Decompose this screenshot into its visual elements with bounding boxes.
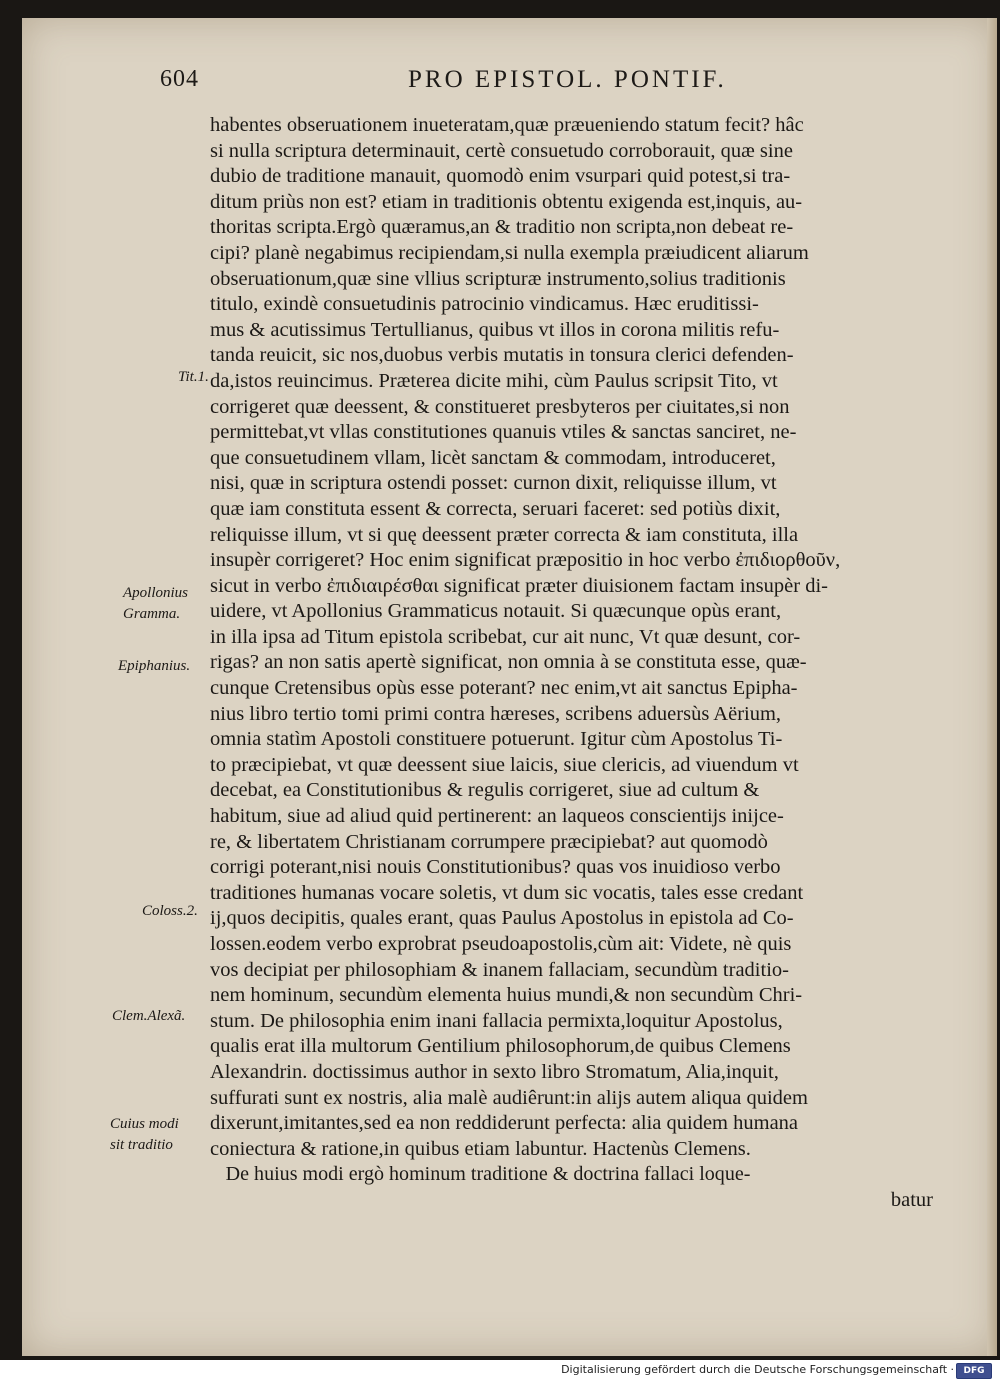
page-header xyxy=(160,66,800,106)
text-line: coniectura & ratione,in quibus etiam labuntur. Hactenùs Clemens. xyxy=(210,1137,751,1160)
text-line: traditiones humanas vocare soletis, vt dum sic vocatis, tales esse credant xyxy=(210,881,804,904)
text-line: rigas? an non satis apertè significat, non omnia à se constituta esse, quæ- xyxy=(210,651,807,674)
text-line: lossen.eodem verbo exprobrat pseudoapostolis,cùm ait: Videte, nè quis xyxy=(210,933,792,955)
margin-note-coloss: Coloss.2. xyxy=(142,903,198,919)
text-line: uidere, vt Apollonius Grammaticus notauit. Si quæcunque opùs erant, xyxy=(210,600,782,623)
footer-bar xyxy=(0,1360,1000,1381)
text-line: cipi? planè negabimus recipiendam,si nulla exempla præiudicent aliarum xyxy=(210,241,809,264)
text-line: corrigeret quæ deessent, & constitueret presbyteros per ciuitates,si non xyxy=(210,395,790,418)
text-line: batur xyxy=(890,1188,933,1211)
margin-note-gramma: Gramma. xyxy=(123,606,181,622)
text-line: quæ iam constituta essent & correcta, seruari faceret: sed potiùs dixit, xyxy=(210,497,781,520)
margin-note-tit: Tit.1. xyxy=(178,369,209,385)
text-line: sicut in verbo ἐπιδιαιρέσθαι significat præter diuisionem factam insupèr di- xyxy=(210,574,828,597)
text-line: nisi, quæ in scriptura ostendi posset: curnon dixit, reliquisse illum, vt xyxy=(210,472,777,495)
text-line: in illa ipsa ad Titum epistola scribebat, cur ait nunc, Vt quæ desunt, cor- xyxy=(210,625,801,648)
text-line: ditum priùs non est? etiam in traditionis obtentu exigenda est,inquis, au- xyxy=(210,190,803,213)
text-line: cunque Cretensibus opùs esse poterant? nec enim,vt ait sanctus Epipha- xyxy=(210,677,798,700)
text-line: omnia statìm Apostoli constituere potuerunt. Igitur cùm Apostolus Ti- xyxy=(210,728,783,751)
text-line: corrigi poterant,nisi nouis Constitutionibus? quas vos inuidioso verbo xyxy=(210,856,781,879)
text-line: dixerunt,imitantes,sed ea non reddiderunt perfecta: alia quidem humana xyxy=(210,1112,799,1135)
text-line: obseruationum,quæ sine vllius scripturæ instrumento,solius traditionis xyxy=(210,267,786,290)
text-line: permittebat,vt vllas constitutiones quanuis vtiles & sanctas sanciret, ne- xyxy=(210,421,797,444)
dfg-logo-icon: DFG xyxy=(956,1363,992,1379)
text-line: reliquisse illum, vt si quę deessent præter correcta & iam constituta, illa xyxy=(210,523,799,546)
text-line: nius libro tertio tomi primi contra hæreses, scribens aduersùs Aërium, xyxy=(210,702,782,725)
footer-credit: Digitalisierung gefördert durch die Deutsche Forschungsgemeinschaft · xyxy=(561,1363,954,1376)
body-text xyxy=(210,113,945,1214)
text-line: insupèr corrigeret? Hoc enim significat præpositio in hoc verbo ἐπιδιορθοῦν, xyxy=(210,549,841,572)
text-line: da,istos reuincimus. Præterea dicite mihi, cùm Paulus scripsit Tito, vt xyxy=(210,369,778,392)
text-line: si nulla scriptura determinauit, certè consuetudo corroborauit, quæ sine xyxy=(210,139,793,162)
margin-note-traditio: sit traditio xyxy=(110,1137,173,1153)
margin-note-apollonius: Apollonius xyxy=(123,585,189,601)
text-line: thoritas scripta.Ergò quæramus,an & traditio non scripta,non debeat re- xyxy=(210,216,794,239)
page-number: 604 xyxy=(160,66,199,92)
text-line: habentes obseruationem inueteratam,quæ præueniendo statum fecit? hâc xyxy=(210,114,804,136)
text-line: re, & libertatem Christianam corrumpere præcipiebat? aut quomodò xyxy=(210,830,768,853)
text-line: titulo, exindè consuetudinis patrocinio vindicamus. Hæc eruditissi- xyxy=(210,293,759,316)
text-line: qualis erat illa multorum Gentilium philosophorum,de quibus Clemens xyxy=(210,1035,791,1058)
running-head: PRO EPISTOL. PONTIF. xyxy=(408,66,727,93)
text-line: Alexandrin. doctissimus author in sexto libro Stromatum, Alia,inquit, xyxy=(210,1060,779,1083)
text-line: dubio de traditione manauit, quomodò enim vsurpari quid potest,si tra- xyxy=(210,165,791,188)
text-line: stum. De philosophia enim inani fallacia permixta,loquitur Apostolus, xyxy=(210,1009,783,1032)
text-line: to præcipiebat, vt quæ deessent siue laicis, siue clericis, ad viuendum vt xyxy=(210,753,799,776)
text-line: suffurati sunt ex nostris, alia malè audiêrunt:in alijs autem aliqua quidem xyxy=(210,1086,808,1109)
text-line: nem hominum, secundùm elementa huius mundi,& non secundùm Chri- xyxy=(210,984,803,1007)
text-line: vos decipiat per philosophiam & inanem fallaciam, secundùm traditio- xyxy=(210,958,789,981)
text-line: ij,quos decipitis, quales erant, quas Paulus Apostolus in epistola ad Co- xyxy=(210,907,794,930)
text-line: decebat, ea Constitutionibus & regulis corrigeret, siue ad cultum & xyxy=(210,779,760,802)
text-line: habitum, siue ad aliud quid pertinerent: an laqueos conscientijs inijce- xyxy=(210,805,784,828)
text-line: mus & acutissimus Tertullianus, quibus vt illos in corona militis refu- xyxy=(210,318,780,341)
text-line: De huius modi ergò hominum traditione & doctrina fallaci loque- xyxy=(225,1163,751,1186)
text-line: tanda reuicit, sic nos,duobus verbis mutatis in tonsura clerici defenden- xyxy=(210,344,794,367)
margin-note-cuius: Cuius modi xyxy=(110,1116,179,1132)
page-edge xyxy=(987,18,997,1356)
text-line: que consuetudinem vllam, licèt sanctam & commodam, introduceret, xyxy=(210,446,776,469)
margin-note-epiphanius: Epiphanius. xyxy=(118,658,191,674)
margin-note-clem: Clem.Alexã. xyxy=(112,1008,186,1024)
